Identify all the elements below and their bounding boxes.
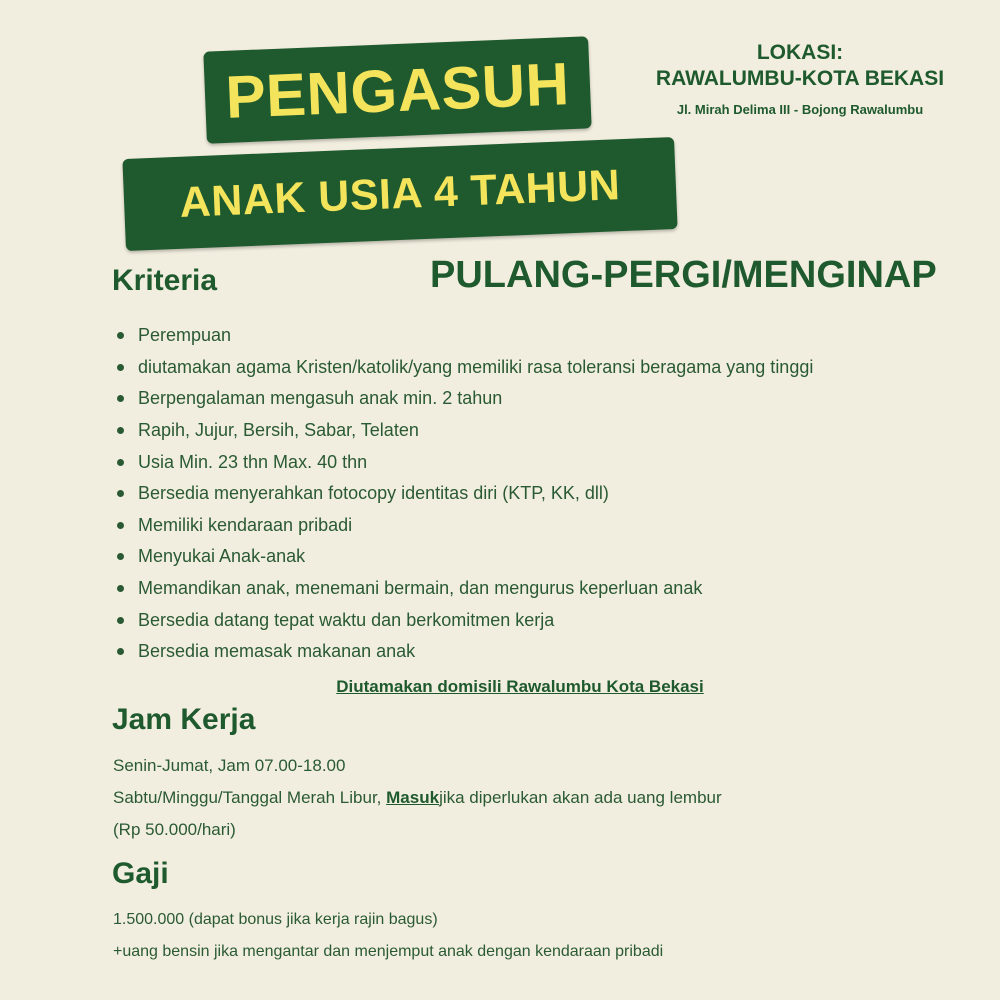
location-block (622, 40, 978, 117)
bullet-icon (117, 332, 124, 339)
subtitle-banner-age (122, 137, 677, 251)
list-item: Memandikan anak, menemani bermain, dan mengurus keperluan anak (114, 573, 974, 605)
weekday-hours: Senin-Jumat, Jam 07.00-18.00 (113, 756, 346, 775)
bullet-icon (117, 490, 124, 497)
list-item: Perempuan (114, 320, 974, 352)
list-item: Menyukai Anak-anak (114, 541, 974, 573)
list-item: Usia Min. 23 thn Max. 40 thn (114, 446, 974, 478)
location-label: LOKASI: (756, 41, 844, 64)
list-item: Bersedia memasak makanan anak (114, 636, 974, 668)
title-text: PENGASUH (224, 49, 571, 131)
emphasis-text: Masuk (386, 788, 440, 807)
salary-heading: Gaji (112, 857, 169, 890)
bullet-icon (117, 522, 124, 529)
location-city: RAWALUMBU-KOTA BEKASI (655, 67, 945, 90)
location-address: Jl. Mirah Delima III - Bojong Rawalumbu (676, 102, 924, 117)
list-item: Bersedia datang tepat waktu dan berkomitmen kerja (114, 604, 974, 636)
work-hours-heading: Jam Kerja (112, 703, 256, 736)
bullet-icon (117, 585, 124, 592)
criteria-heading: Kriteria (112, 264, 218, 297)
bullet-icon (117, 648, 124, 655)
fuel-allowance: +uang bensin jika mengantar dan menjemput anak dengan kendaraan pribadi (113, 943, 664, 960)
bullet-icon (117, 364, 124, 371)
bullet-icon (117, 395, 124, 402)
list-item: Berpengalaman mengasuh anak min. 2 tahun (114, 383, 974, 415)
criteria-list (114, 320, 974, 668)
overtime-rate: (Rp 50.000/hari) (113, 820, 236, 839)
bullet-icon (117, 617, 124, 624)
weekend-note: Sabtu/Minggu/Tanggal Merah Libur, Masuk jika diperlukan akan ada uang lembur (113, 788, 722, 807)
bullet-icon (117, 459, 124, 466)
list-item: Rapih, Jujur, Bersih, Sabar, Telaten (114, 415, 974, 447)
list-item: Memiliki kendaraan pribadi (114, 510, 974, 542)
title-banner-caregiver (203, 36, 591, 143)
bullet-icon (117, 553, 124, 560)
salary-details (113, 904, 663, 968)
work-hours-details (113, 750, 722, 846)
list-item: Bersedia menyerahkan fotocopy identitas diri (KTP, KK, dll) (114, 478, 974, 510)
list-item: diutamakan agama Kristen/katolik/yang memiliki rasa toleransi beragama yang tinggi (114, 352, 974, 384)
domicile-note: Diutamakan domisili Rawalumbu Kota Bekasi (336, 677, 704, 696)
subtitle-text: ANAK USIA 4 TAHUN (178, 160, 622, 227)
salary-amount: 1.500.000 (dapat bonus jika kerja rajin bagus) (113, 911, 438, 928)
bullet-icon (117, 427, 124, 434)
commute-heading: PULANG-PERGI/MENGINAP (430, 254, 937, 296)
